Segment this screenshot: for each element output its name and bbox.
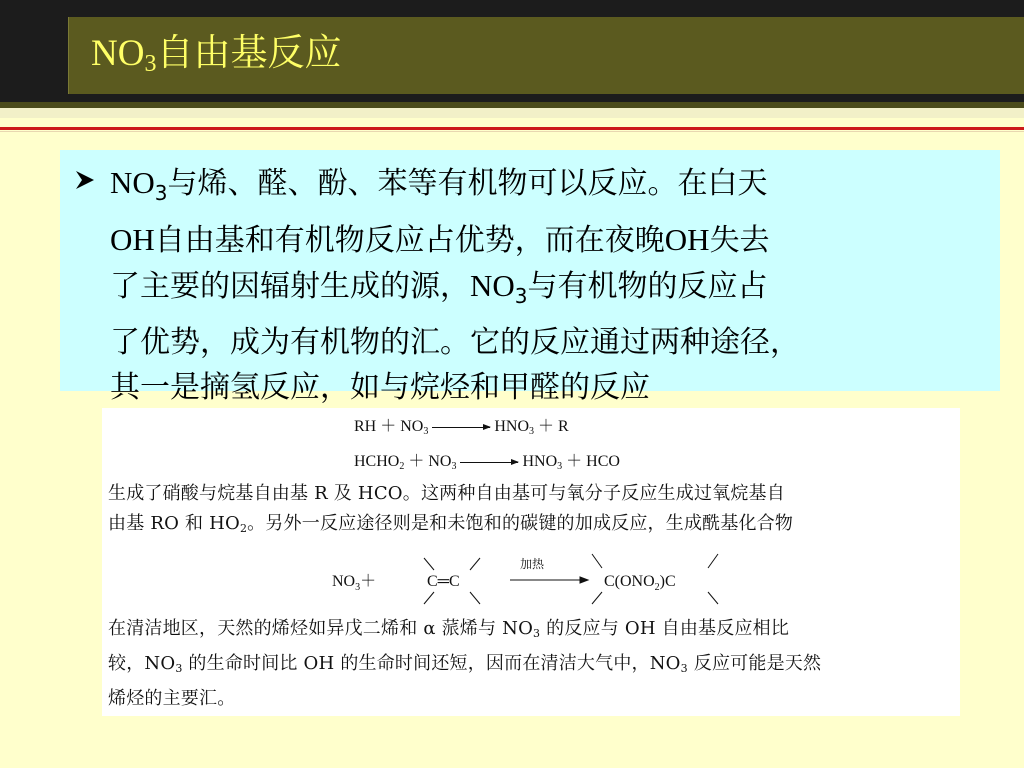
reaction-arrow bbox=[460, 462, 518, 463]
title-prefix: NO bbox=[91, 33, 145, 74]
divider-faint bbox=[0, 131, 1024, 132]
eq2-product: HNO bbox=[522, 453, 558, 470]
paragraph-2 bbox=[108, 614, 958, 714]
eq3-reactant: $NO_3+$ bbox=[332, 573, 377, 593]
eq2-sub: 3 bbox=[451, 461, 457, 472]
eq2-reactant-b: ＋ NO bbox=[404, 453, 452, 470]
eq1-sub: 3 bbox=[529, 426, 535, 437]
para2-line-1a: 在清洁地区，天然的烯烃如异戊二烯和 α 蒎烯与 NO bbox=[108, 618, 534, 639]
eq1-product: HNO bbox=[494, 418, 530, 435]
para2-line-2a: 较，NO bbox=[108, 653, 176, 674]
reaction-arrow bbox=[432, 427, 490, 428]
bullet-text-4: 了主要的因辐射生成的源， bbox=[110, 269, 470, 304]
eq2-reactant-a: HCHO bbox=[354, 453, 400, 470]
para2-line-1b: 的反应与 OH 自由基反应相比 bbox=[540, 618, 790, 639]
para1-line-2a: 由基 RO 和 HO bbox=[108, 513, 240, 534]
bullet-text-2: 自由基和有机物反应占优势，而在夜晚 bbox=[154, 222, 665, 258]
bullet-sub: 3 bbox=[514, 284, 528, 308]
bullet-no3: NO bbox=[110, 165, 155, 200]
bullet-oh: OH bbox=[110, 221, 155, 257]
title-subscript: 3 bbox=[144, 51, 157, 77]
slide-title bbox=[91, 30, 341, 88]
scanned-figure bbox=[102, 408, 960, 716]
bond-line bbox=[592, 592, 602, 604]
bullet-text-6: 了优势，成为有机物的汇。它的反应通过两种途径， bbox=[110, 324, 800, 360]
eq2-sub: 2 bbox=[399, 461, 405, 472]
eq2-product-tail: ＋ HCO bbox=[562, 453, 620, 470]
eq1-product-tail: ＋ R bbox=[534, 418, 569, 435]
bond-line bbox=[470, 592, 480, 604]
eq2-sub: 3 bbox=[557, 461, 563, 472]
bullet-box bbox=[60, 150, 1000, 405]
eq1-reactants: RH ＋ NO bbox=[354, 418, 424, 435]
bullet-oh: OH bbox=[664, 221, 710, 257]
para2-sub: 3 bbox=[680, 662, 688, 675]
bullet-text-7: 其一是摘氢反应，如与烷烃和甲醛的反应 bbox=[110, 370, 650, 405]
para2-line-2b: 的生命时间比 OH 的生命时间还短，因而在清洁大气中，NO bbox=[182, 653, 681, 674]
arrow-bullet-icon bbox=[73, 168, 97, 192]
divider-light bbox=[0, 108, 1024, 118]
equation-2 bbox=[354, 448, 620, 472]
bullet-paragraph bbox=[110, 160, 1005, 411]
para1-line-1: 生成了硝酸与烷基自由基 R 及 HCO。这两种自由基可与氧分子反应生成过氧烷基自 bbox=[108, 483, 785, 504]
para2-line-3: 烯烃的主要汇。 bbox=[108, 688, 236, 709]
equation-1 bbox=[354, 413, 569, 437]
alkene-addition-equation bbox=[102, 546, 960, 608]
bond-line bbox=[470, 558, 480, 570]
para2-line-2c: 反应可能是天然 bbox=[687, 653, 822, 674]
para2-sub: 3 bbox=[533, 627, 541, 640]
bullet-text-5: 与有机物的反应占 bbox=[527, 269, 768, 304]
para1-line-2b: 。另外一反应途径则是和未饱和的碳键的加成反应，生成酰基化合物 bbox=[247, 513, 794, 534]
bullet-text-1: 与烯、醛、酚、苯等有机物可以反应。在白天 bbox=[167, 166, 768, 201]
title-box bbox=[68, 17, 1024, 94]
bond-line bbox=[424, 558, 434, 570]
bond-line bbox=[424, 592, 434, 604]
bond-line bbox=[592, 554, 602, 568]
eq3-double-bond: C═C bbox=[427, 573, 460, 590]
bullet-text-3: 失去 bbox=[709, 222, 770, 258]
bullet-no3: NO bbox=[470, 268, 515, 303]
title-rest: 自由基反应 bbox=[156, 33, 342, 74]
eq3-product: $C(ONO_2)C$ bbox=[604, 573, 676, 593]
bond-line bbox=[708, 554, 718, 568]
paragraph-1 bbox=[108, 479, 958, 544]
bullet-sub: 3 bbox=[154, 181, 168, 205]
eq1-sub: 3 bbox=[423, 426, 429, 437]
para1-sub: 2 bbox=[239, 522, 248, 535]
eq3-condition-label: 加热 bbox=[520, 557, 545, 571]
divider-red bbox=[0, 127, 1024, 130]
reaction-arrow-head bbox=[580, 577, 588, 583]
para2-sub: 3 bbox=[175, 662, 183, 675]
bond-line bbox=[708, 592, 718, 604]
